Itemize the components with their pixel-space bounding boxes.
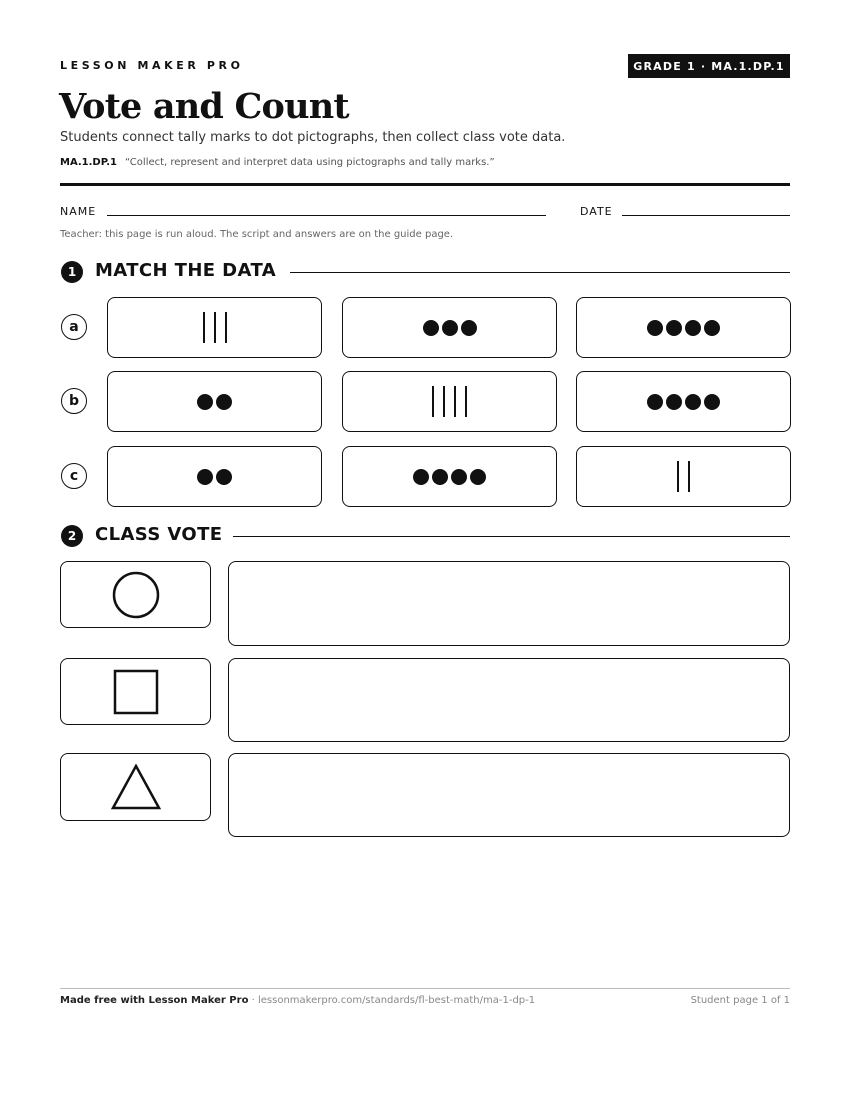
match-card-c-3[interactable] (576, 446, 791, 507)
dot-mark (197, 394, 213, 410)
vote-option-triangle (60, 753, 211, 821)
grade-badge: GRADE 1 · MA.1.DP.1 (628, 54, 790, 78)
tally-mark (432, 386, 434, 417)
dot-mark (704, 394, 720, 410)
teacher-note: Teacher: this page is run aloud. The script and answers are on the guide page. (60, 229, 454, 240)
tally-mark (677, 461, 679, 492)
dot-mark (423, 320, 439, 336)
standard-text: “Collect, represent and interpret data using pictographs and tally marks.” (124, 157, 495, 168)
dot-mark (197, 469, 213, 485)
dot-mark (413, 469, 429, 485)
vote-tally-box-triangle[interactable] (228, 753, 790, 837)
match-card-a-3[interactable] (576, 297, 791, 358)
brand-name: LESSON MAKER PRO (60, 59, 244, 72)
tally-mark (454, 386, 456, 417)
vote-tally-box-circle[interactable] (228, 561, 790, 646)
dot-mark (647, 394, 663, 410)
section-2-title: CLASS VOTE (95, 524, 223, 545)
section-1-divider (290, 272, 790, 273)
dot-mark (432, 469, 448, 485)
dot-pictograph (423, 320, 477, 336)
dot-pictograph (647, 320, 720, 336)
vote-option-circle (60, 561, 211, 628)
tally-mark (443, 386, 445, 417)
row-letter-b: b (61, 388, 87, 414)
dot-pictograph (197, 469, 232, 485)
date-label: DATE (580, 205, 613, 218)
dot-mark (666, 394, 682, 410)
triangle-icon (111, 764, 161, 810)
tally-marks (677, 461, 690, 492)
dot-mark (216, 469, 232, 485)
page-subtitle: Students connect tally marks to dot pictographs, then collect class vote data. (60, 130, 566, 145)
section-1-title: MATCH THE DATA (95, 260, 277, 281)
footer-url[interactable]: · lessonmakerpro.com/standards/fl-best-math/ma-1-dp-1 (248, 995, 536, 1006)
section-2-divider (233, 536, 790, 537)
section-1-number: 1 (61, 261, 83, 283)
dot-mark (685, 394, 701, 410)
match-card-a-1[interactable] (107, 297, 322, 358)
tally-mark (225, 312, 227, 343)
dot-mark (442, 320, 458, 336)
match-card-b-3[interactable] (576, 371, 791, 432)
tally-mark (465, 386, 467, 417)
row-letter-a: a (61, 314, 87, 340)
dot-mark (704, 320, 720, 336)
footer-divider (60, 988, 790, 989)
tally-mark (688, 461, 690, 492)
tally-mark (203, 312, 205, 343)
name-label: NAME (60, 205, 97, 218)
dot-pictograph (197, 394, 232, 410)
tally-mark (214, 312, 216, 343)
match-card-c-1[interactable] (107, 446, 322, 507)
name-field[interactable] (107, 215, 546, 216)
page-title: Vote and Count (59, 86, 349, 127)
vote-option-square (60, 658, 211, 725)
standard-code: MA.1.DP.1 (60, 157, 117, 168)
dot-mark (216, 394, 232, 410)
tally-marks (203, 312, 227, 343)
footer-page-number: Student page 1 of 1 (690, 995, 790, 1006)
header-divider (60, 183, 790, 186)
dot-pictograph (647, 394, 720, 410)
match-card-b-1[interactable] (107, 371, 322, 432)
circle-icon (112, 571, 160, 619)
date-field[interactable] (622, 215, 790, 216)
match-card-b-2[interactable] (342, 371, 557, 432)
standard-line (60, 157, 495, 168)
footer-made-with: Made free with Lesson Maker Pro (60, 995, 249, 1006)
dot-mark (685, 320, 701, 336)
dot-mark (461, 320, 477, 336)
match-card-a-2[interactable] (342, 297, 557, 358)
tally-marks (432, 386, 467, 417)
row-letter-c: c (61, 463, 87, 489)
dot-mark (451, 469, 467, 485)
dot-mark (666, 320, 682, 336)
footer-credit (60, 995, 535, 1006)
dot-mark (470, 469, 486, 485)
vote-tally-box-square[interactable] (228, 658, 790, 742)
square-icon (113, 669, 159, 715)
dot-mark (647, 320, 663, 336)
match-card-c-2[interactable] (342, 446, 557, 507)
section-2-number: 2 (61, 525, 83, 547)
dot-pictograph (413, 469, 486, 485)
